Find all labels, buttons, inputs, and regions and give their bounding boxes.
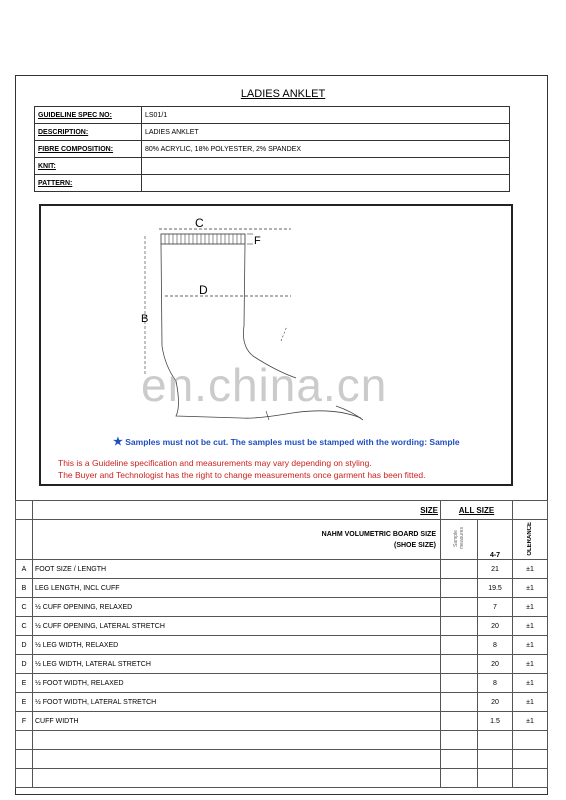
row-tolerance: ±1 <box>513 560 548 579</box>
row-value: 20 <box>478 693 513 712</box>
tolerance-label: OLERANCE <box>527 521 533 556</box>
row-code: A <box>16 560 33 579</box>
row-value: 19.5 <box>478 579 513 598</box>
dim-f-label: F <box>254 235 261 247</box>
board-size-label: NAHM VOLUMETRIC BOARD SIZE <box>321 530 436 538</box>
sample-measures-header <box>441 520 478 560</box>
row-sample <box>441 636 478 655</box>
row-sample <box>441 674 478 693</box>
table-header-row <box>16 501 548 520</box>
spec-label: FIBRE COMPOSITION: <box>35 141 142 158</box>
spec-value: 80% ACRYLIC, 18% POLYESTER, 2% SPANDEX <box>142 141 510 158</box>
board-size-header <box>33 520 441 560</box>
row-tolerance: ±1 <box>513 636 548 655</box>
measurement-table <box>15 500 548 788</box>
row-sample <box>441 693 478 712</box>
size-value-header: 4-7 <box>478 520 513 560</box>
row-code: B <box>16 579 33 598</box>
spec-label: PATTERN: <box>35 175 142 192</box>
spec-label: KNIT: <box>35 158 142 175</box>
spec-label: DESCRIPTION: <box>35 124 142 141</box>
spec-value: LS01/1 <box>142 107 510 124</box>
spec-table <box>34 106 510 192</box>
dim-c-label: C <box>195 216 204 230</box>
table-row <box>16 579 548 598</box>
guideline-note: This is a Guideline specification and measurements may vary depending on styling. <box>58 458 372 468</box>
spec-value <box>142 158 510 175</box>
row-value: 20 <box>478 617 513 636</box>
row-value: 1.5 <box>478 712 513 731</box>
table-row-empty <box>16 731 548 750</box>
spec-row <box>35 141 510 158</box>
dim-d-label: D <box>199 283 208 297</box>
sample-measures-label: Sample measures <box>453 527 465 550</box>
row-description: ½ LEG WIDTH, RELAXED <box>33 636 441 655</box>
tolerance-header <box>513 520 548 560</box>
cuff-outline <box>161 234 245 244</box>
shoe-size-label: (SHOE SIZE) <box>393 541 436 549</box>
row-value: 7 <box>478 598 513 617</box>
row-tolerance: ±1 <box>513 598 548 617</box>
row-value: 21 <box>478 560 513 579</box>
row-description: LEG LENGTH, INCL CUFF <box>33 579 441 598</box>
spec-label: GUIDELINE SPEC NO: <box>35 107 142 124</box>
spec-row <box>35 158 510 175</box>
row-description: ½ CUFF OPENING, RELAXED <box>33 598 441 617</box>
table-row <box>16 560 548 579</box>
row-sample <box>441 560 478 579</box>
table-row-empty <box>16 769 548 788</box>
row-description: ½ FOOT WIDTH, LATERAL STRETCH <box>33 693 441 712</box>
row-tolerance: ±1 <box>513 712 548 731</box>
row-sample <box>441 617 478 636</box>
spec-row <box>35 175 510 192</box>
cuff-ribbing <box>165 234 241 244</box>
sample-note-text: Samples must not be cut. The samples must be stamped with the wording: Sample <box>125 437 460 447</box>
dim-b-label: B <box>141 313 149 325</box>
row-description: ½ FOOT WIDTH, RELAXED <box>33 674 441 693</box>
row-sample <box>441 598 478 617</box>
sock-diagram <box>39 204 513 486</box>
table-row-empty <box>16 750 548 769</box>
row-tolerance: ±1 <box>513 674 548 693</box>
star-icon: ★ <box>113 436 123 448</box>
row-code: C <box>16 617 33 636</box>
row-code: E <box>16 674 33 693</box>
row-code: F <box>16 712 33 731</box>
row-sample <box>441 655 478 674</box>
spec-row <box>35 124 510 141</box>
row-code: D <box>16 655 33 674</box>
row-description: FOOT SIZE / LENGTH <box>33 560 441 579</box>
spec-value <box>142 175 510 192</box>
table-row <box>16 674 548 693</box>
row-code: C <box>16 598 33 617</box>
row-code: E <box>16 693 33 712</box>
row-sample <box>441 712 478 731</box>
row-description: ½ LEG WIDTH, LATERAL STRETCH <box>33 655 441 674</box>
table-row <box>16 693 548 712</box>
row-value: 8 <box>478 674 513 693</box>
watermark: en.china.cn <box>141 359 388 411</box>
table-row <box>16 636 548 655</box>
row-tolerance: ±1 <box>513 617 548 636</box>
row-description: CUFF WIDTH <box>33 712 441 731</box>
row-sample <box>441 579 478 598</box>
spec-value: LADIES ANKLET <box>142 124 510 141</box>
row-value: 20 <box>478 655 513 674</box>
size-header: SIZE <box>33 501 441 520</box>
row-tolerance: ±1 <box>513 579 548 598</box>
row-code: D <box>16 636 33 655</box>
table-row <box>16 712 548 731</box>
row-description: ½ CUFF OPENING, LATERAL STRETCH <box>33 617 441 636</box>
spec-row <box>35 107 510 124</box>
row-value: 8 <box>478 636 513 655</box>
sample-note <box>113 435 460 448</box>
table-row <box>16 598 548 617</box>
table-row <box>16 617 548 636</box>
table-row <box>16 655 548 674</box>
page-title: LADIES ANKLET <box>240 88 326 100</box>
table-subheader-row <box>16 520 548 560</box>
buyer-note: The Buyer and Technologist has the right to change measurements once garment has been fitted. <box>58 470 426 480</box>
row-tolerance: ±1 <box>513 693 548 712</box>
row-tolerance: ±1 <box>513 655 548 674</box>
all-size-header: ALL SIZE <box>441 501 513 520</box>
